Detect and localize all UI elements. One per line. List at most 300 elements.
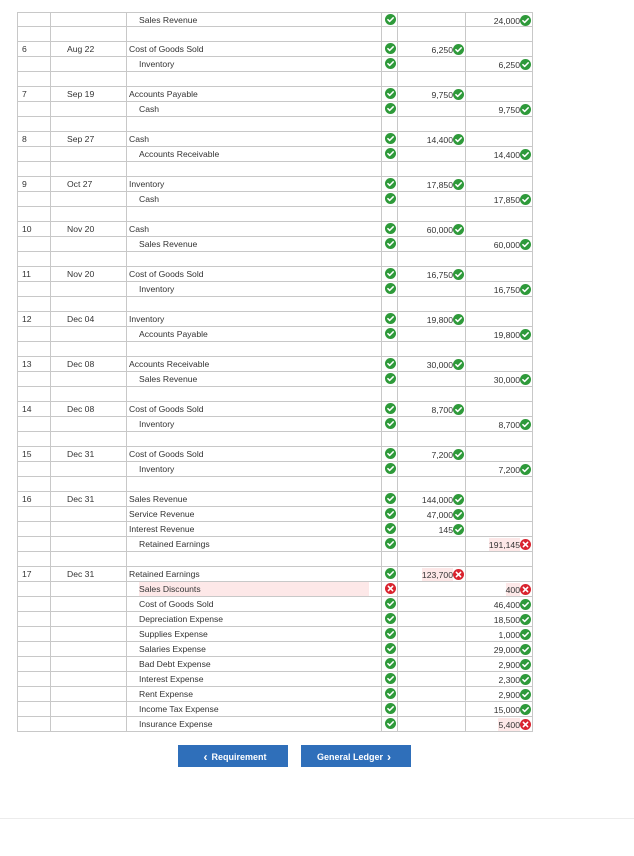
check-circle-icon <box>385 418 396 429</box>
check-circle-icon <box>385 508 396 519</box>
column-divider <box>465 72 466 86</box>
column-divider <box>17 192 18 206</box>
column-divider <box>17 387 18 401</box>
column-divider <box>381 432 382 446</box>
column-divider <box>126 192 127 206</box>
x-circle-icon <box>520 584 531 595</box>
column-divider <box>397 297 398 311</box>
debit-input[interactable] <box>401 357 464 371</box>
column-divider <box>126 672 127 686</box>
check-circle-icon <box>453 89 464 100</box>
check-circle-icon <box>385 58 396 69</box>
account-status <box>382 192 400 206</box>
debit-value: 19,800 <box>426 315 453 326</box>
debit-input[interactable] <box>401 57 464 71</box>
check-circle-icon <box>385 148 396 159</box>
column-divider <box>50 297 51 311</box>
account-status <box>382 702 400 716</box>
debit-input[interactable] <box>401 102 464 116</box>
account-select[interactable]: Sales Revenue <box>139 374 198 384</box>
table-row <box>17 42 533 57</box>
column-divider <box>17 147 18 161</box>
account-select[interactable]: Cost of Goods Sold <box>129 449 204 459</box>
column-divider <box>381 162 382 176</box>
column-divider <box>17 237 18 251</box>
check-circle-icon <box>520 239 531 250</box>
column-divider <box>532 177 533 191</box>
column-divider <box>50 627 51 641</box>
debit-input[interactable] <box>401 687 464 701</box>
spacer-row <box>17 27 533 42</box>
column-divider <box>126 522 127 536</box>
column-divider <box>532 582 533 596</box>
credit-value: 30,000 <box>493 375 520 386</box>
column-divider <box>532 192 533 206</box>
credit-input[interactable] <box>466 462 531 476</box>
credit-input[interactable] <box>466 702 531 716</box>
check-circle-icon <box>453 404 464 415</box>
column-divider <box>532 132 533 146</box>
column-divider <box>532 312 533 326</box>
check-circle-icon <box>520 704 531 715</box>
check-circle-icon <box>520 689 531 700</box>
column-divider <box>17 117 18 131</box>
column-divider <box>50 222 51 236</box>
account-status <box>382 357 400 371</box>
check-circle-icon <box>385 523 396 534</box>
column-divider <box>381 117 382 131</box>
requirement-button[interactable] <box>178 745 288 767</box>
column-divider <box>397 252 398 266</box>
column-divider <box>465 252 466 266</box>
credit-input[interactable] <box>466 537 531 551</box>
column-divider <box>50 282 51 296</box>
check-circle-icon <box>385 718 396 729</box>
column-divider <box>50 507 51 521</box>
check-circle-icon <box>385 133 396 144</box>
debit-input[interactable] <box>401 177 464 191</box>
column-divider <box>532 462 533 476</box>
credit-input[interactable] <box>466 177 531 191</box>
spacer-row <box>17 477 533 492</box>
account-select[interactable]: Inventory <box>139 284 175 294</box>
column-divider <box>17 672 18 686</box>
column-divider <box>381 297 382 311</box>
debit-input[interactable] <box>401 627 464 641</box>
account-select[interactable]: Accounts Payable <box>139 329 208 339</box>
account-status <box>382 672 400 686</box>
column-divider <box>126 162 127 176</box>
column-divider <box>50 702 51 716</box>
account-status <box>382 492 400 506</box>
entry-number: 12 <box>22 314 32 324</box>
account-select[interactable]: Inventory <box>139 419 175 429</box>
table-row <box>17 657 533 672</box>
account-select[interactable]: Cash <box>129 224 150 234</box>
debit-input[interactable] <box>401 522 464 536</box>
credit-value: 2,300 <box>498 675 520 686</box>
column-divider <box>126 252 127 266</box>
check-circle-icon <box>520 59 531 70</box>
account-select[interactable]: Accounts Receivable <box>129 359 210 369</box>
column-divider <box>397 162 398 176</box>
account-select[interactable]: Cost of Goods Sold <box>129 44 204 54</box>
debit-input[interactable] <box>401 237 464 251</box>
account-select[interactable]: Service Revenue <box>129 509 195 519</box>
credit-input[interactable] <box>466 657 531 671</box>
account-select[interactable]: Inventory <box>129 314 165 324</box>
account-status <box>382 462 400 476</box>
account-select[interactable]: Sales Revenue <box>129 494 188 504</box>
column-divider <box>50 372 51 386</box>
table-row <box>17 312 533 327</box>
column-divider <box>532 552 533 566</box>
credit-input[interactable] <box>466 222 531 236</box>
credit-input[interactable] <box>466 357 531 371</box>
column-divider <box>50 207 51 221</box>
credit-input[interactable] <box>466 87 531 101</box>
column-divider <box>50 342 51 356</box>
column-divider <box>50 432 51 446</box>
column-divider <box>532 477 533 491</box>
column-divider <box>465 552 466 566</box>
credit-input[interactable] <box>466 327 531 341</box>
credit-input[interactable] <box>466 312 531 326</box>
column-divider <box>17 642 18 656</box>
credit-input[interactable] <box>466 687 531 701</box>
credit-input[interactable] <box>466 447 531 461</box>
credit-input[interactable] <box>466 612 531 626</box>
column-divider <box>381 27 382 41</box>
column-divider <box>126 27 127 41</box>
column-divider <box>126 687 127 701</box>
column-divider <box>465 387 466 401</box>
x-circle-icon <box>453 569 464 580</box>
account-status <box>382 222 400 236</box>
check-circle-icon <box>520 419 531 430</box>
debit-input[interactable] <box>401 312 464 326</box>
credit-input[interactable] <box>466 492 531 506</box>
debit-input[interactable] <box>401 702 464 716</box>
account-select[interactable]: Cash <box>139 194 160 204</box>
navigation-buttons <box>0 745 634 769</box>
account-select[interactable]: Supplies Expense <box>139 629 208 639</box>
debit-input[interactable] <box>401 462 464 476</box>
debit-input[interactable] <box>401 417 464 431</box>
debit-input[interactable] <box>401 537 464 551</box>
column-divider <box>50 687 51 701</box>
debit-input[interactable] <box>401 447 464 461</box>
entry-date: Dec 31 <box>67 494 95 504</box>
credit-value: 19,800 <box>493 330 520 341</box>
account-select[interactable]: Cost of Goods Sold <box>129 269 204 279</box>
column-divider <box>17 582 18 596</box>
column-divider <box>17 537 18 551</box>
column-divider <box>126 642 127 656</box>
account-status <box>382 612 400 626</box>
credit-value: 14,400 <box>493 150 520 161</box>
column-divider <box>126 297 127 311</box>
debit-input[interactable] <box>401 192 464 206</box>
column-divider <box>126 282 127 296</box>
column-divider <box>126 147 127 161</box>
column-divider <box>17 567 18 581</box>
debit-input[interactable] <box>401 327 464 341</box>
debit-input[interactable] <box>401 492 464 506</box>
debit-input[interactable] <box>401 582 464 596</box>
bottom-divider <box>0 818 634 819</box>
credit-input[interactable] <box>466 237 531 251</box>
column-divider <box>50 117 51 131</box>
debit-input[interactable] <box>401 567 464 581</box>
column-divider <box>465 117 466 131</box>
credit-input[interactable] <box>466 627 531 641</box>
debit-input[interactable] <box>401 132 464 146</box>
spacer-row <box>17 162 533 177</box>
debit-value: 9,750 <box>431 90 453 101</box>
column-divider <box>126 612 127 626</box>
debit-input[interactable] <box>401 402 464 416</box>
debit-input[interactable] <box>401 372 464 386</box>
column-divider <box>465 27 466 41</box>
credit-input[interactable] <box>466 417 531 431</box>
check-circle-icon <box>385 43 396 54</box>
x-circle-icon <box>520 719 531 730</box>
debit-input[interactable] <box>401 597 464 611</box>
account-status <box>382 267 400 281</box>
spacer-row <box>17 342 533 357</box>
column-divider <box>17 432 18 446</box>
column-divider <box>397 117 398 131</box>
table-row <box>17 462 533 477</box>
column-divider <box>17 252 18 266</box>
account-select[interactable]: Income Tax Expense <box>139 704 219 714</box>
credit-input[interactable] <box>466 597 531 611</box>
table-row <box>17 132 533 147</box>
spacer-row <box>17 552 533 567</box>
account-select[interactable]: Accounts Receivable <box>139 149 220 159</box>
credit-input[interactable] <box>466 102 531 116</box>
entry-number: 6 <box>22 44 27 54</box>
account-select[interactable]: Retained Earnings <box>139 539 210 549</box>
entry-number <box>22 13 42 27</box>
debit-input[interactable] <box>401 13 464 27</box>
credit-input[interactable] <box>466 42 531 56</box>
column-divider <box>50 537 51 551</box>
check-circle-icon <box>385 328 396 339</box>
account-status <box>382 282 400 296</box>
column-divider <box>397 27 398 41</box>
debit-input[interactable] <box>401 267 464 281</box>
credit-value: 15,000 <box>493 705 520 716</box>
account-select[interactable]: Retained Earnings <box>129 569 200 579</box>
general-ledger-button[interactable] <box>301 745 411 767</box>
column-divider <box>397 387 398 401</box>
debit-value: 14,400 <box>426 135 453 146</box>
account-select[interactable]: Inventory <box>139 59 175 69</box>
table-row <box>17 672 533 687</box>
credit-input[interactable] <box>466 147 531 161</box>
debit-input[interactable] <box>401 222 464 236</box>
credit-input[interactable] <box>466 192 531 206</box>
column-divider <box>17 87 18 101</box>
column-divider <box>50 177 51 191</box>
account-status <box>382 42 400 56</box>
column-divider <box>532 252 533 266</box>
credit-input[interactable] <box>466 57 531 71</box>
debit-input[interactable] <box>401 147 464 161</box>
debit-input[interactable] <box>401 642 464 656</box>
account-select[interactable]: Sales Revenue <box>139 15 198 25</box>
credit-input[interactable] <box>466 642 531 656</box>
debit-input[interactable] <box>401 507 464 521</box>
account-select[interactable]: Cash <box>129 134 150 144</box>
account-status <box>382 13 400 27</box>
debit-input[interactable] <box>401 42 464 56</box>
column-divider <box>17 267 18 281</box>
credit-value: 1,000 <box>498 630 520 641</box>
column-divider <box>17 402 18 416</box>
column-divider <box>17 207 18 221</box>
table-row <box>17 597 533 612</box>
chevron-right-icon: › <box>387 750 392 764</box>
credit-value: 16,750 <box>493 285 520 296</box>
credit-value: 400 <box>505 585 520 596</box>
check-circle-icon <box>385 463 396 474</box>
column-divider <box>532 432 533 446</box>
entry-date: Sep 19 <box>67 89 95 99</box>
check-circle-icon <box>453 509 464 520</box>
account-select[interactable]: Sales Revenue <box>139 239 198 249</box>
table-row <box>17 222 533 237</box>
column-divider <box>532 612 533 626</box>
account-status <box>382 147 400 161</box>
table-row <box>17 282 533 297</box>
credit-input[interactable] <box>466 522 531 536</box>
column-divider <box>17 552 18 566</box>
credit-input[interactable] <box>466 672 531 686</box>
credit-value: 6,250 <box>498 60 520 71</box>
credit-input[interactable] <box>466 282 531 296</box>
debit-value: 30,000 <box>426 360 453 371</box>
account-select[interactable]: Salaries Expense <box>139 644 206 654</box>
account-select[interactable]: Cost of Goods Sold <box>129 404 204 414</box>
credit-input[interactable] <box>466 582 531 596</box>
debit-value: 123,700 <box>421 570 453 581</box>
debit-value: 144,000 <box>421 495 453 506</box>
credit-input[interactable] <box>466 717 531 731</box>
debit-input[interactable] <box>401 87 464 101</box>
credit-input[interactable] <box>466 567 531 581</box>
column-divider <box>50 582 51 596</box>
credit-value: 29,000 <box>493 645 520 656</box>
chevron-left-icon: ‹ <box>203 750 208 764</box>
debit-input[interactable] <box>401 657 464 671</box>
debit-input[interactable] <box>401 672 464 686</box>
credit-input[interactable] <box>466 507 531 521</box>
column-divider <box>532 342 533 356</box>
check-circle-icon <box>453 524 464 535</box>
table-row <box>17 492 533 507</box>
column-divider <box>50 492 51 506</box>
table-row <box>17 267 533 282</box>
debit-input[interactable] <box>401 612 464 626</box>
account-select[interactable]: Accounts Payable <box>129 89 198 99</box>
column-divider <box>126 237 127 251</box>
account-select[interactable]: Depreciation Expense <box>139 614 224 624</box>
credit-input[interactable] <box>466 372 531 386</box>
account-select[interactable]: Cost of Goods Sold <box>139 599 214 609</box>
column-divider <box>532 717 533 731</box>
column-divider <box>50 132 51 146</box>
entry-number: 17 <box>22 569 32 579</box>
spacer-row <box>17 387 533 402</box>
table-row <box>17 177 533 192</box>
account-select[interactable]: Insurance Expense <box>139 719 213 729</box>
debit-input[interactable] <box>401 717 464 731</box>
check-circle-icon <box>385 268 396 279</box>
account-select[interactable]: Inventory <box>139 464 175 474</box>
account-select[interactable]: Interest Revenue <box>129 524 195 534</box>
account-select[interactable]: Cash <box>139 104 160 114</box>
column-divider <box>532 372 533 386</box>
credit-input[interactable] <box>466 402 531 416</box>
column-divider <box>17 102 18 116</box>
column-divider <box>126 627 127 641</box>
column-divider <box>532 417 533 431</box>
check-circle-icon <box>453 179 464 190</box>
column-divider <box>532 102 533 116</box>
column-divider <box>532 597 533 611</box>
credit-input[interactable] <box>466 13 531 27</box>
entry-date: Nov 20 <box>67 269 95 279</box>
entry-number: 13 <box>22 359 32 369</box>
column-divider <box>532 492 533 506</box>
account-select[interactable]: Interest Expense <box>139 674 204 684</box>
column-divider <box>126 342 127 356</box>
table-row <box>17 57 533 72</box>
account-status <box>382 327 400 341</box>
account-select[interactable]: Inventory <box>129 179 165 189</box>
column-divider <box>465 297 466 311</box>
column-divider <box>532 672 533 686</box>
credit-input[interactable] <box>466 267 531 281</box>
account-select[interactable]: Bad Debt Expense <box>139 659 211 669</box>
account-select[interactable]: Rent Expense <box>139 689 193 699</box>
credit-value: 5,400 <box>498 720 520 731</box>
check-circle-icon <box>385 193 396 204</box>
column-divider <box>532 117 533 131</box>
credit-input[interactable] <box>466 132 531 146</box>
spacer-row <box>17 72 533 87</box>
debit-value: 60,000 <box>426 225 453 236</box>
spacer-row <box>17 432 533 447</box>
debit-input[interactable] <box>401 282 464 296</box>
column-divider <box>126 477 127 491</box>
table-row <box>17 627 533 642</box>
column-divider <box>381 552 382 566</box>
column-divider <box>532 147 533 161</box>
check-circle-icon <box>453 134 464 145</box>
account-select[interactable]: Sales Discounts <box>139 582 369 596</box>
account-status <box>382 582 400 596</box>
column-divider <box>50 27 51 41</box>
x-circle-icon <box>520 539 531 550</box>
column-divider <box>465 477 466 491</box>
column-divider <box>17 717 18 731</box>
credit-value: 9,750 <box>498 105 520 116</box>
table-row <box>17 192 533 207</box>
